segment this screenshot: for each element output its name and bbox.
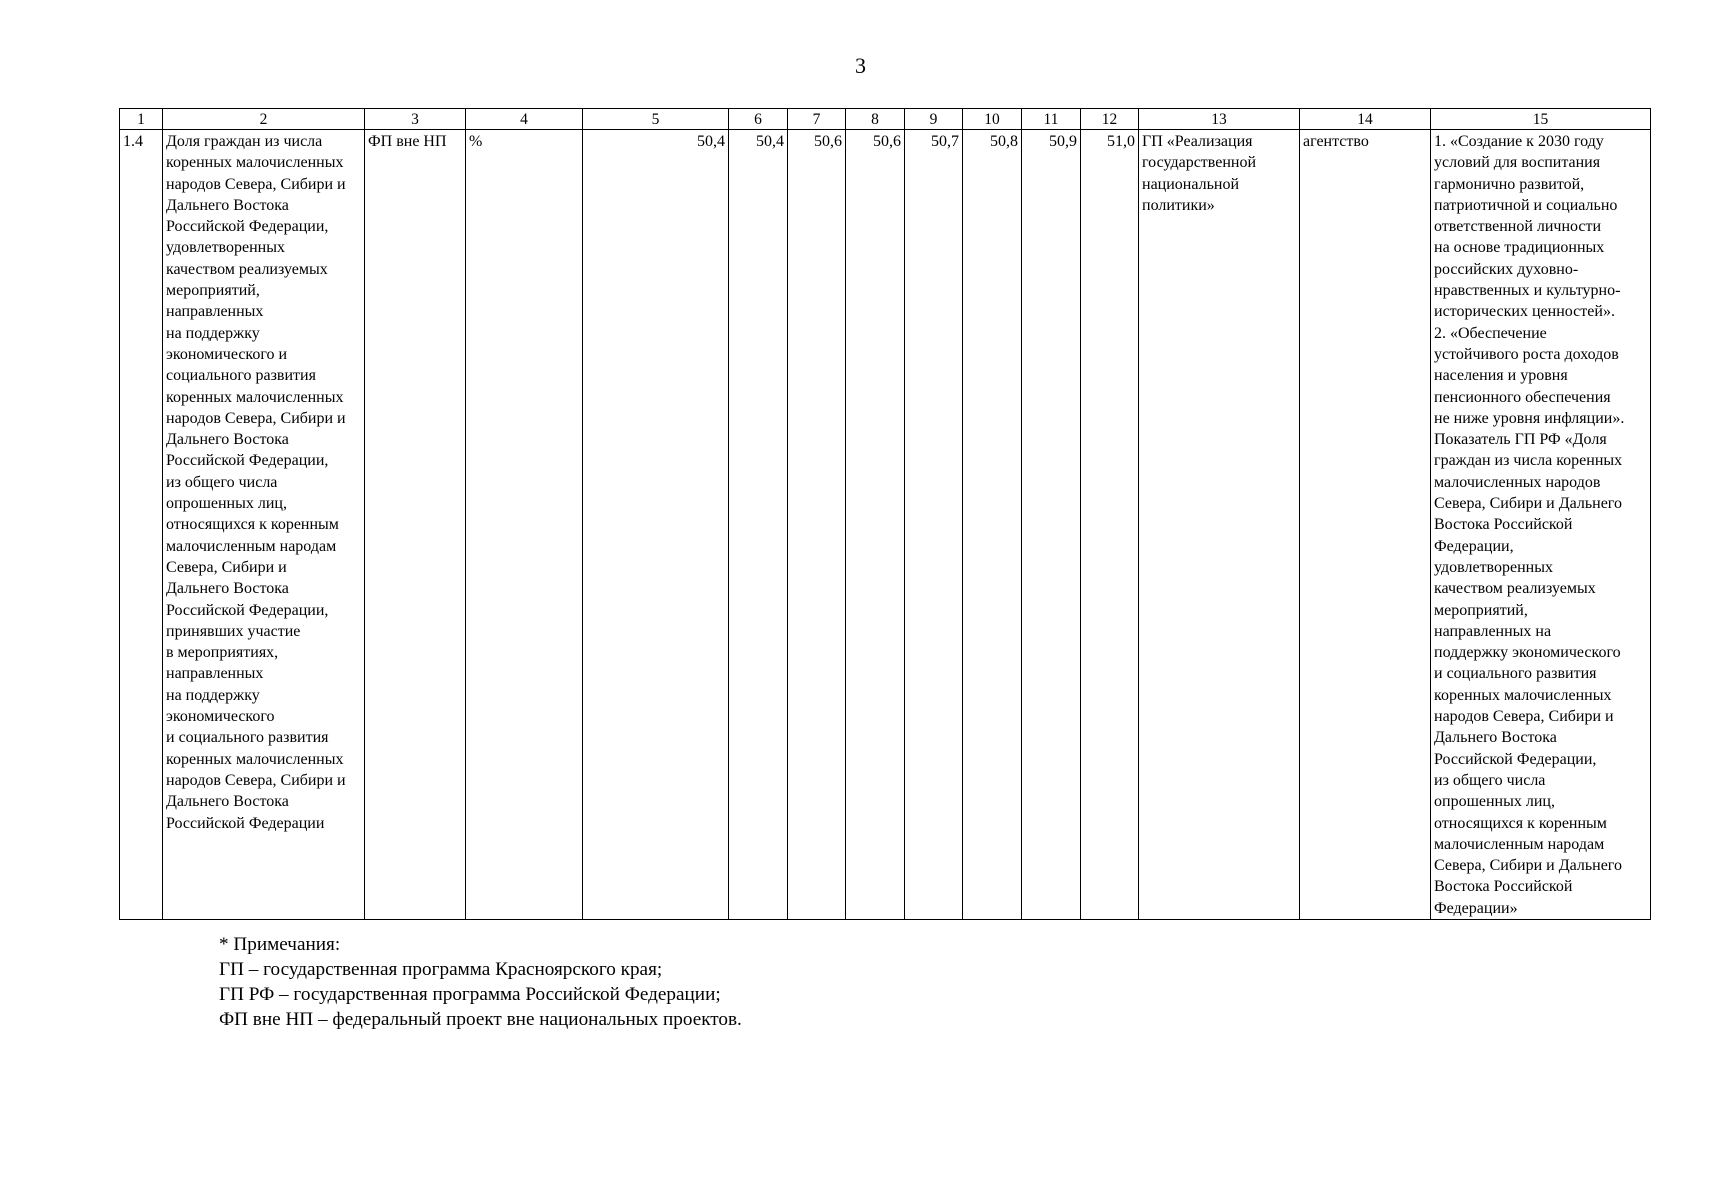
header-row bbox=[120, 109, 1651, 130]
note-line: ГП РФ – государственная программа Российской Федерации; bbox=[219, 984, 721, 1005]
col-header-10: 10 bbox=[963, 109, 1022, 130]
col-header-6: 6 bbox=[729, 109, 788, 130]
col-header-15: 15 bbox=[1431, 109, 1651, 130]
value-col-11: 50,9 bbox=[1022, 130, 1081, 920]
row-number: 1.4 bbox=[120, 130, 163, 920]
page-number: 3 bbox=[855, 53, 866, 78]
linked-goals: 1. «Создание к 2030 году условий для воспитания гармонично развитой, патриотичной и социально ответственной личности на основе традиционных российских духовно- нравственных и культурно- исторических ценностей». 2. «Обеспечение устойчивого роста доходов населения и уровня пенсионного обеспечения не ниже уровня инфляции». Показатель ГП РФ «Доля граждан из числа коренных малочисленных народов Севера, Сибири и Дальнего Востока Российской Федерации, удовлетворенных качеством реализуемых мероприятий, направленных на поддержку экономического и социального развития коренных малочисленных народов Севера, Сибири и Дальнего Востока Российской Федерации, из общего числа опрошенных лиц, относящихся к коренным малочисленным народам Севера, Сибири и Дальнего Востока Российской Федерации» bbox=[1431, 130, 1651, 920]
col-header-1: 1 bbox=[120, 109, 163, 130]
col-header-14: 14 bbox=[1300, 109, 1431, 130]
col-header-11: 11 bbox=[1022, 109, 1081, 130]
col-header-12: 12 bbox=[1081, 109, 1139, 130]
base-value: 50,4 bbox=[583, 130, 729, 920]
responsible: агентство bbox=[1300, 130, 1431, 920]
col-header-2: 2 bbox=[163, 109, 365, 130]
col-header-8: 8 bbox=[846, 109, 905, 130]
value-col-10: 50,8 bbox=[963, 130, 1022, 920]
value-col-9: 50,7 bbox=[905, 130, 963, 920]
notes-title: * Примечания: bbox=[219, 934, 341, 955]
indicator-level: ФП вне НП bbox=[365, 130, 466, 920]
unit: % bbox=[466, 130, 583, 920]
notes bbox=[219, 932, 742, 1032]
indicators-table bbox=[119, 108, 1651, 920]
value-col-6: 50,4 bbox=[729, 130, 788, 920]
note-line: ГП – государственная программа Красноярского края; bbox=[219, 959, 663, 980]
value-col-7: 50,6 bbox=[788, 130, 846, 920]
col-header-7: 7 bbox=[788, 109, 846, 130]
col-header-5: 5 bbox=[583, 109, 729, 130]
col-header-13: 13 bbox=[1139, 109, 1300, 130]
col-header-3: 3 bbox=[365, 109, 466, 130]
state-program: ГП «Реализация государственной национальной политики» bbox=[1139, 130, 1300, 920]
indicator-name: Доля граждан из числа коренных малочисленных народов Севера, Сибири и Дальнего Востока Российской Федерации, удовлетворенных качеством реализуемых мероприятий, направленных на поддержку экономического и социального развития коренных малочисленных народов Севера, Сибири и Дальнего Востока Российской Федерации, из общего числа опрошенных лиц, относящихся к коренным малочисленным народам Севера, Сибири и Дальнего Востока Российской Федерации, принявших участие в мероприятиях, направленных на поддержку экономического и социального развития коренных малочисленных народов Севера, Сибири и Дальнего Востока Российской Федерации bbox=[163, 130, 365, 920]
value-col-8: 50,6 bbox=[846, 130, 905, 920]
table-row bbox=[120, 130, 1651, 920]
col-header-9: 9 bbox=[905, 109, 963, 130]
value-col-12: 51,0 bbox=[1081, 130, 1139, 920]
note-line: ФП вне НП – федеральный проект вне национальных проектов. bbox=[219, 1009, 742, 1030]
col-header-4: 4 bbox=[466, 109, 583, 130]
